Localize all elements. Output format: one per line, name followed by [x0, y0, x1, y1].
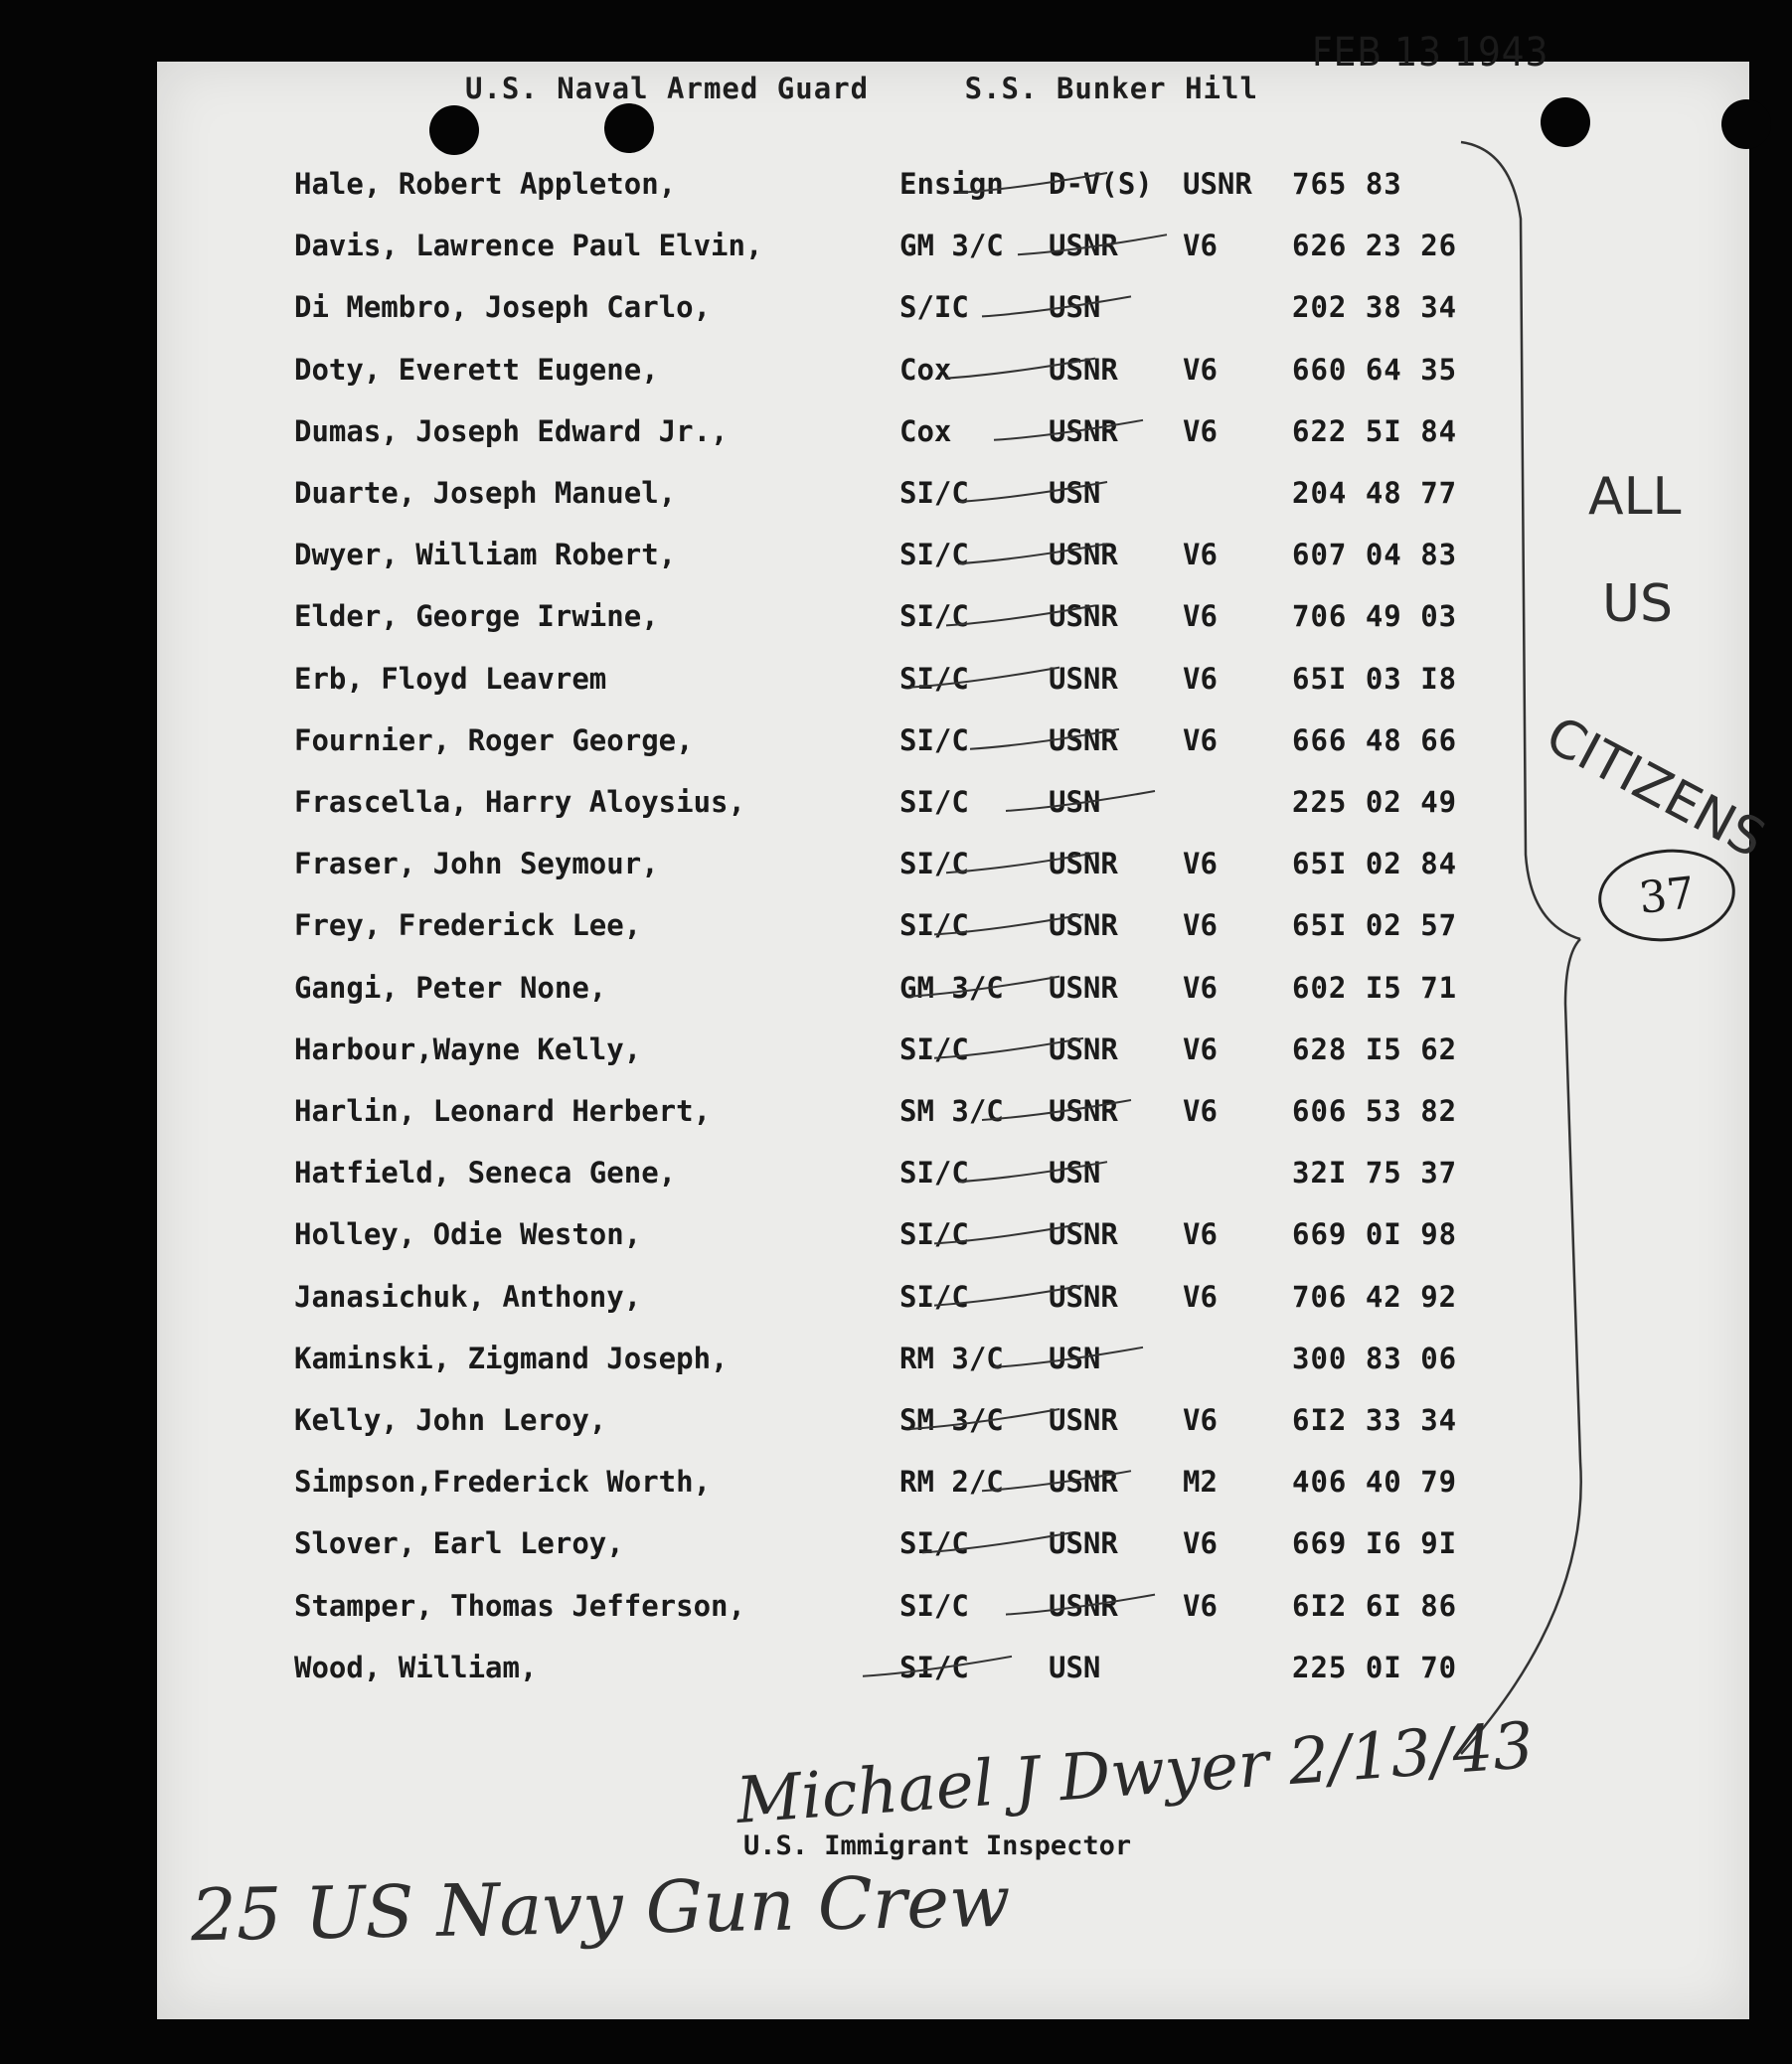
crew-rate: Cox: [899, 413, 952, 448]
crew-service-number: 765 83: [1292, 167, 1402, 201]
crew-rate: SI/C: [899, 1217, 969, 1252]
crew-rate: SI/C: [899, 847, 969, 881]
crew-class: USNR: [1183, 167, 1252, 201]
crew-rate: SI/C: [899, 1032, 969, 1066]
check-mark: [982, 1471, 1131, 1491]
crew-class: V6: [1183, 847, 1218, 881]
crew-rate: SM 3/C: [899, 1403, 1004, 1437]
crew-service-number: 669 0I 98: [1292, 1217, 1458, 1252]
bracket-lower: [1461, 939, 1581, 1754]
crew-branch: USNR: [1049, 1465, 1118, 1500]
crew-rate: Cox: [899, 352, 952, 387]
check-mark: [970, 729, 1119, 749]
crew-class: V6: [1183, 229, 1218, 263]
crew-rate: SI/C: [899, 1588, 969, 1623]
crew-service-number: 65I 02 84: [1292, 847, 1458, 881]
crew-service-number: 32I 75 37: [1292, 1156, 1458, 1191]
crew-branch: USNR: [1049, 1588, 1118, 1623]
unit-name: U.S. Naval Armed Guard: [465, 72, 870, 105]
crew-branch: D-V(S): [1049, 167, 1153, 201]
crew-service-number: 6I2 33 34: [1292, 1403, 1458, 1437]
crew-rate: Ensign: [899, 167, 1004, 201]
check-mark: [1018, 235, 1167, 254]
check-mark: [934, 1038, 1083, 1058]
crew-class: V6: [1183, 1526, 1218, 1561]
date-stamp: FEB 13 1943: [1312, 30, 1549, 76]
check-mark: [934, 914, 1083, 934]
crew-service-number: 406 40 79: [1292, 1465, 1458, 1500]
check-mark: [1006, 791, 1155, 811]
crew-rate: SM 3/C: [899, 1094, 1004, 1128]
bracket-upper: [1461, 142, 1580, 939]
crew-name: Frey, Frederick Lee,: [294, 908, 642, 943]
crew-service-number: 6I2 6I 86: [1292, 1588, 1458, 1623]
check-mark: [910, 668, 1059, 688]
crew-branch: USNR: [1049, 413, 1118, 448]
check-mark: [934, 1223, 1083, 1243]
crew-class: V6: [1183, 1279, 1218, 1314]
crew-service-number: 669 I6 9I: [1292, 1526, 1458, 1561]
crew-name: Frascella, Harry Aloysius,: [294, 785, 745, 819]
check-mark: [958, 544, 1107, 563]
crew-branch: USNR: [1049, 1279, 1118, 1314]
crew-rate: SI/C: [899, 1279, 969, 1314]
crew-name: Davis, Lawrence Paul Elvin,: [294, 229, 763, 263]
crew-service-number: 204 48 77: [1292, 476, 1458, 510]
crew-class: V6: [1183, 1217, 1218, 1252]
crew-service-number: 606 53 82: [1292, 1094, 1458, 1128]
crew-name: Gangi, Peter None,: [294, 970, 607, 1005]
crew-service-number: 622 5I 84: [1292, 413, 1458, 448]
crew-name: Harlin, Leonard Herbert,: [294, 1094, 712, 1128]
crew-rate: SI/C: [899, 661, 969, 696]
crew-rate: GM 3/C: [899, 229, 1004, 263]
check-mark: [910, 977, 1059, 997]
check-mark: [910, 1409, 1059, 1429]
crew-service-number: 607 04 83: [1292, 538, 1458, 572]
crew-name: Fraser, John Seymour,: [294, 847, 659, 881]
crew-branch: USNR: [1049, 1094, 1118, 1128]
check-mark: [982, 296, 1131, 316]
crew-name: Slover, Earl Leroy,: [294, 1526, 624, 1561]
crew-class: M2: [1183, 1465, 1218, 1500]
check-mark: [958, 482, 1107, 502]
crew-name: Janasichuk, Anthony,: [294, 1279, 642, 1314]
crew-rate: SI/C: [899, 1526, 969, 1561]
crew-branch: USNR: [1049, 1526, 1118, 1561]
handwritten-footnote: 25 US Navy Gun Crew: [190, 1858, 1012, 1958]
crew-branch: USNR: [1049, 1403, 1118, 1437]
crew-service-number: 660 64 35: [1292, 352, 1458, 387]
crew-name: Di Membro, Joseph Carlo,: [294, 290, 712, 325]
margin-note-us: US: [1602, 574, 1674, 634]
inspector-label: U.S. Immigrant Inspector: [743, 1830, 1132, 1861]
check-mark: [994, 1348, 1143, 1367]
crew-service-number: 666 48 66: [1292, 722, 1458, 757]
crew-name: Hatfield, Seneca Gene,: [294, 1156, 677, 1191]
crew-rate: SI/C: [899, 908, 969, 943]
crew-class: V6: [1183, 722, 1218, 757]
crew-class: V6: [1183, 1588, 1218, 1623]
check-mark: [863, 1657, 1012, 1676]
crew-name: Harbour,Wayne Kelly,: [294, 1032, 642, 1066]
crew-branch: USNR: [1049, 1217, 1118, 1252]
check-mark: [958, 173, 1107, 193]
crew-name: Dumas, Joseph Edward Jr.,: [294, 413, 729, 448]
crew-rate: SI/C: [899, 599, 969, 634]
crew-name: Hale, Robert Appleton,: [294, 167, 677, 201]
crew-class: V6: [1183, 661, 1218, 696]
crew-branch: USNR: [1049, 599, 1118, 634]
crew-branch: USNR: [1049, 970, 1118, 1005]
crew-service-number: 65I 03 I8: [1292, 661, 1458, 696]
crew-branch: USNR: [1049, 908, 1118, 943]
crew-name: Holley, Odie Weston,: [294, 1217, 642, 1252]
inspector-signature: Michael J Dwyer 2/13/43: [733, 1709, 1537, 1838]
crew-class: V6: [1183, 538, 1218, 572]
crew-name: Wood, William,: [294, 1650, 538, 1684]
crew-service-number: 225 02 49: [1292, 785, 1458, 819]
crew-class: V6: [1183, 1094, 1218, 1128]
crew-rate: SI/C: [899, 1650, 969, 1684]
crew-branch: USNR: [1049, 538, 1118, 572]
crew-class: V6: [1183, 413, 1218, 448]
crew-rate: SI/C: [899, 1156, 969, 1191]
crew-branch: USNR: [1049, 722, 1118, 757]
circled-count: 37: [1594, 843, 1740, 948]
crew-class: V6: [1183, 1032, 1218, 1066]
check-mark: [934, 1286, 1083, 1306]
crew-rate: S/IC: [899, 290, 969, 325]
crew-branch: USN: [1049, 785, 1101, 819]
crew-class: V6: [1183, 352, 1218, 387]
crew-branch: USNR: [1049, 1032, 1118, 1066]
margin-note-citizens: CITIZENS: [1536, 706, 1775, 871]
crew-branch: USNR: [1049, 229, 1118, 263]
check-mark: [994, 420, 1143, 440]
crew-service-number: 225 0I 70: [1292, 1650, 1458, 1684]
crew-rate: SI/C: [899, 476, 969, 510]
crew-branch: USNR: [1049, 352, 1118, 387]
crew-name: Kaminski, Zigmand Joseph,: [294, 1341, 729, 1375]
crew-class: V6: [1183, 970, 1218, 1005]
crew-name: Kelly, John Leroy,: [294, 1403, 607, 1437]
crew-class: V6: [1183, 599, 1218, 634]
crew-branch: USN: [1049, 1156, 1101, 1191]
crew-name: Erb, Floyd Leavrem: [294, 661, 607, 696]
ship-name: S.S. Bunker Hill: [964, 72, 1258, 105]
crew-service-number: 626 23 26: [1292, 229, 1458, 263]
crew-branch: USNR: [1049, 847, 1118, 881]
crew-branch: USN: [1049, 290, 1101, 325]
crew-rate: SI/C: [899, 538, 969, 572]
crew-rate: GM 3/C: [899, 970, 1004, 1005]
crew-rate: SI/C: [899, 722, 969, 757]
crew-branch: USNR: [1049, 661, 1118, 696]
crew-name: Elder, George Irwine,: [294, 599, 659, 634]
check-mark: [946, 853, 1095, 873]
crew-service-number: 300 83 06: [1292, 1341, 1458, 1375]
crew-service-number: 706 42 92: [1292, 1279, 1458, 1314]
check-mark: [946, 359, 1095, 379]
crew-branch: USN: [1049, 1650, 1101, 1684]
crew-class: V6: [1183, 908, 1218, 943]
check-mark: [958, 1162, 1107, 1182]
check-mark: [922, 1532, 1071, 1552]
crew-rate: RM 2/C: [899, 1465, 1004, 1500]
check-mark: [1006, 1595, 1155, 1615]
crew-service-number: 706 49 03: [1292, 599, 1458, 634]
crew-name: Duarte, Joseph Manuel,: [294, 476, 677, 510]
crew-name: Fournier, Roger George,: [294, 722, 694, 757]
crew-service-number: 602 I5 71: [1292, 970, 1458, 1005]
crew-name: Dwyer, William Robert,: [294, 538, 677, 572]
crew-branch: USN: [1049, 1341, 1101, 1375]
check-mark: [982, 1100, 1131, 1120]
crew-service-number: 202 38 34: [1292, 290, 1458, 325]
crew-rate: RM 3/C: [899, 1341, 1004, 1375]
crew-service-number: 65I 02 57: [1292, 908, 1458, 943]
margin-note-all: ALL: [1588, 467, 1682, 527]
check-mark: [946, 605, 1095, 625]
crew-name: Simpson,Frederick Worth,: [294, 1465, 712, 1500]
crew-rate: SI/C: [899, 785, 969, 819]
crew-name: Doty, Everett Eugene,: [294, 352, 659, 387]
crew-name: Stamper, Thomas Jefferson,: [294, 1588, 745, 1623]
crew-branch: USN: [1049, 476, 1101, 510]
crew-service-number: 628 I5 62: [1292, 1032, 1458, 1066]
crew-class: V6: [1183, 1403, 1218, 1437]
